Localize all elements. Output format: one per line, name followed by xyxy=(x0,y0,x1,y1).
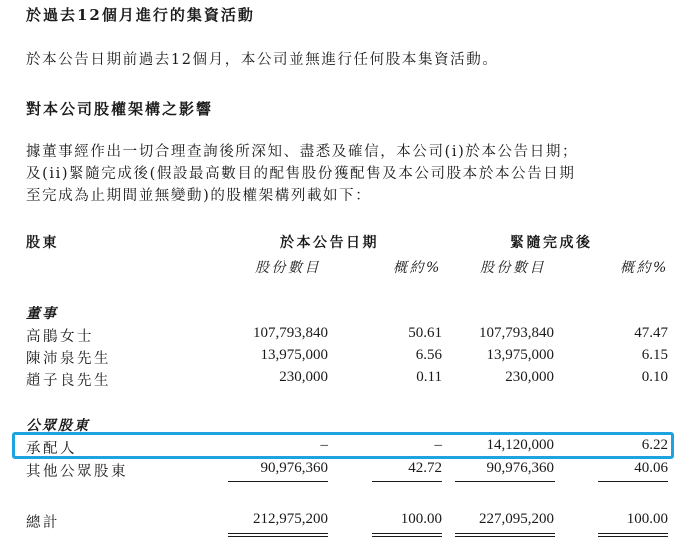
row-label: 陳沛泉先生 xyxy=(26,351,111,367)
rule-above-total-shares-after xyxy=(455,481,555,482)
total-shares-before: 212,975,200 xyxy=(253,511,328,527)
pct-after: 6.15 xyxy=(641,347,668,363)
pct-before: 42.72 xyxy=(408,460,442,476)
column-group-header-announcement-date: 於本公告日期 xyxy=(280,235,379,251)
pct-after: 47.47 xyxy=(634,325,668,341)
shareholding-paragraph-line-2: 及(ii)緊隨完成後(假設最高數目的配售股份獲配售及本公司股本於本公告日期 xyxy=(26,166,576,182)
column-header-pct-1: 概約% xyxy=(393,260,442,276)
shareholding-paragraph-line-3: 至完成為止期間並無變動)的股權架構列載如下： xyxy=(26,188,372,204)
pct-before: 0.11 xyxy=(416,369,442,385)
shares-before: 230,000 xyxy=(279,369,328,385)
pct-after: 6.22 xyxy=(641,437,668,453)
rule-above-total-pct-before xyxy=(372,481,442,482)
column-header-shares-2: 股份數目 xyxy=(480,260,546,276)
total-pct-after: 100.00 xyxy=(626,511,668,527)
pct-before: – xyxy=(434,437,442,453)
double-rule-total-pct-after-2 xyxy=(598,536,668,537)
double-rule-total-shares-before-1 xyxy=(228,533,328,534)
column-group-header-after-completion: 緊隨完成後 xyxy=(510,235,593,251)
shares-after: 107,793,840 xyxy=(479,325,554,341)
double-rule-total-shares-after-1 xyxy=(455,533,555,534)
total-shares-after: 227,095,200 xyxy=(479,511,554,527)
shares-before: 13,975,000 xyxy=(260,347,328,363)
column-header-shareholder: 股東 xyxy=(26,235,59,251)
section-heading-fundraising: 於過去12個月進行的集資活動 xyxy=(26,6,255,24)
row-label: 高鵑女士 xyxy=(26,329,94,345)
shares-before: 107,793,840 xyxy=(253,325,328,341)
section-heading-shareholding: 對本公司股權架構之影響 xyxy=(26,100,214,118)
shares-before: – xyxy=(320,437,328,453)
shares-after: 90,976,360 xyxy=(486,460,554,476)
shareholding-paragraph-line-1: 據董事經作出一切合理查詢後所深知、盡悉及確信，本公司(i)於本公告日期； xyxy=(26,144,579,160)
rule-above-total-pct-after xyxy=(598,481,668,482)
placees-row-highlight xyxy=(12,432,674,459)
row-label: 其他公眾股東 xyxy=(26,464,128,480)
category-directors: 董事 xyxy=(26,306,58,322)
row-label: 承配人 xyxy=(26,441,77,457)
column-header-shares-1: 股份數目 xyxy=(255,260,321,276)
shares-after: 14,120,000 xyxy=(486,437,554,453)
double-rule-total-pct-before-1 xyxy=(372,533,442,534)
fundraising-paragraph: 於本公告日期前過去12個月，本公司並無進行任何股本集資活動。 xyxy=(26,52,499,68)
category-public-shareholders: 公眾股東 xyxy=(26,418,90,434)
shares-before: 90,976,360 xyxy=(260,460,328,476)
total-label: 總計 xyxy=(26,515,60,531)
row-label: 趙子良先生 xyxy=(26,373,111,389)
pct-after: 0.10 xyxy=(641,369,668,385)
column-header-pct-2: 概約% xyxy=(620,260,669,276)
pct-before: 50.61 xyxy=(408,325,442,341)
double-rule-total-shares-before-2 xyxy=(228,536,328,537)
double-rule-total-shares-after-2 xyxy=(455,536,555,537)
double-rule-total-pct-before-2 xyxy=(372,536,442,537)
double-rule-total-pct-after-1 xyxy=(598,533,668,534)
total-pct-before: 100.00 xyxy=(400,511,442,527)
rule-above-total-shares-before xyxy=(228,481,328,482)
pct-after: 40.06 xyxy=(634,460,668,476)
shares-after: 230,000 xyxy=(505,369,554,385)
pct-before: 6.56 xyxy=(415,347,442,363)
shares-after: 13,975,000 xyxy=(486,347,554,363)
